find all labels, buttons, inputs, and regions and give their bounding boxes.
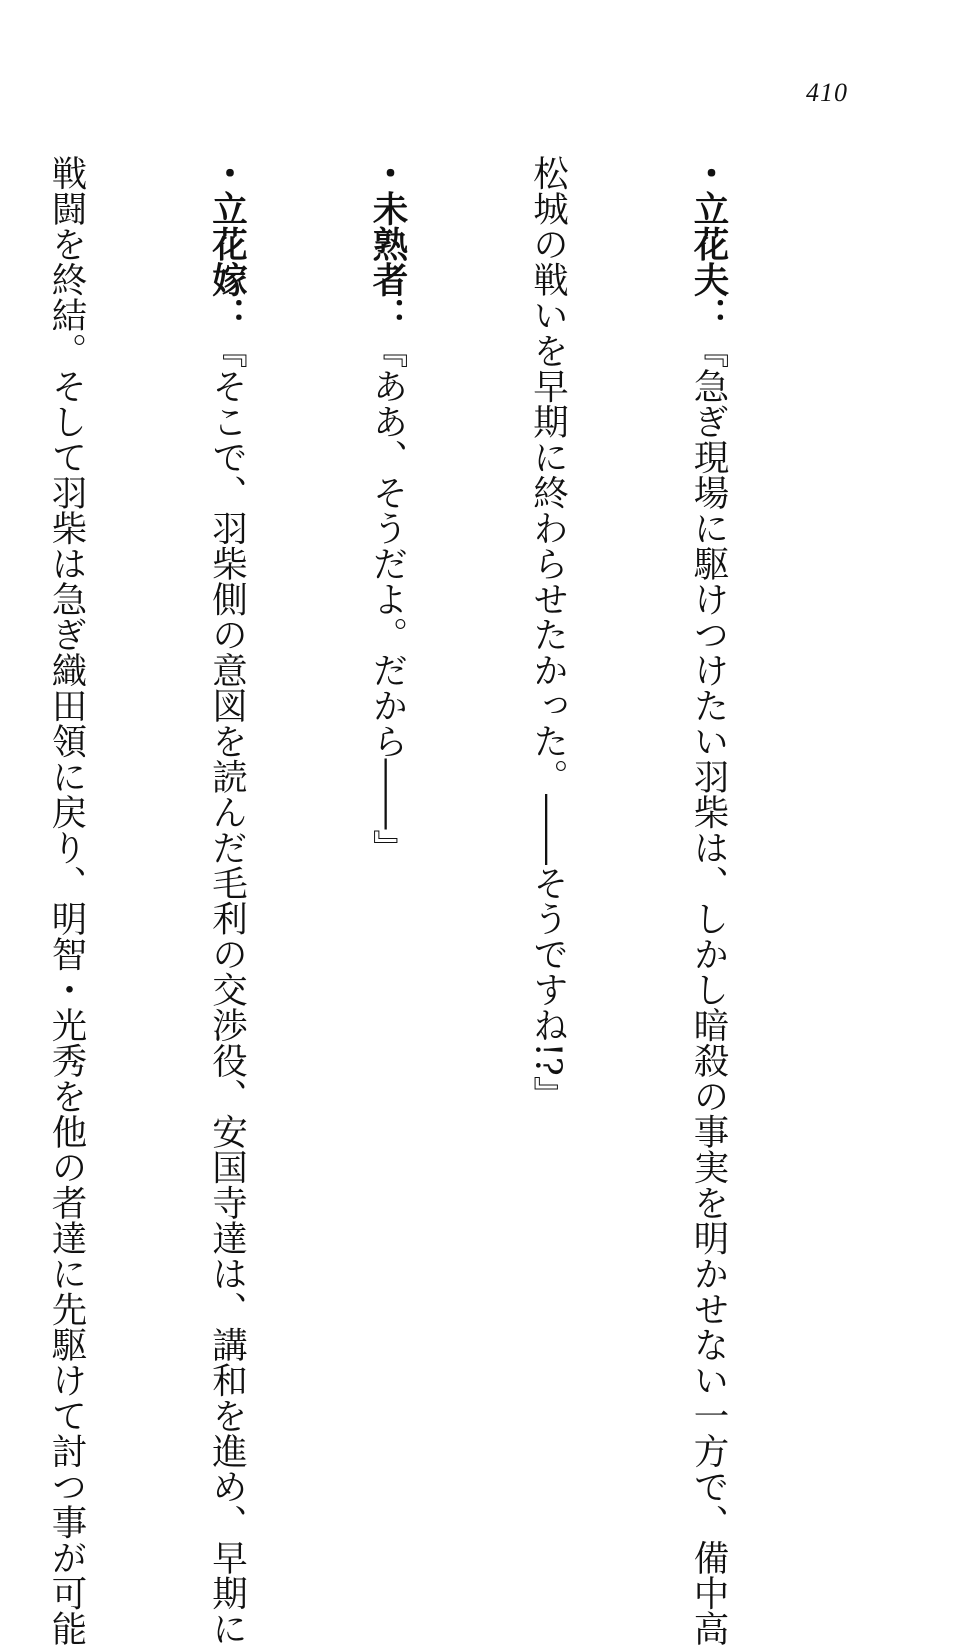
text-line: [682, 155, 736, 1285]
dialogue-text: 『急ぎ現場に駆けつけたい羽柴は、しかし暗殺の事実を明かせない一方で、備中高: [688, 333, 729, 1646]
page-number: 410: [806, 78, 848, 108]
dialogue-text: 松城の戦いを早期に終わらせたかった。――そうですね!?』: [528, 155, 569, 1111]
dialogue-text: 『そこで、羽柴側の意図を読んだ毛利の交渉役、安国寺達は、講和を進め、早期に: [207, 333, 248, 1646]
text-line: [361, 155, 415, 1285]
speaker-name: ・未熟者：: [367, 155, 408, 333]
dialogue-text: 『ああ、そうだよ。だから――』: [367, 333, 408, 866]
vertical-text-body: [0, 155, 842, 1285]
speaker-name: ・立花嫁：: [207, 155, 248, 333]
text-line: [200, 155, 254, 1285]
text-line: [40, 155, 94, 1285]
text-line: [521, 155, 575, 1285]
dialogue-text: 戦闘を終結。そして羽柴は急ぎ織田領に戻り、明智・光秀を他の者達に先駆けて討つ事が可能: [46, 155, 87, 1646]
speaker-name: ・立花夫：: [688, 155, 729, 333]
